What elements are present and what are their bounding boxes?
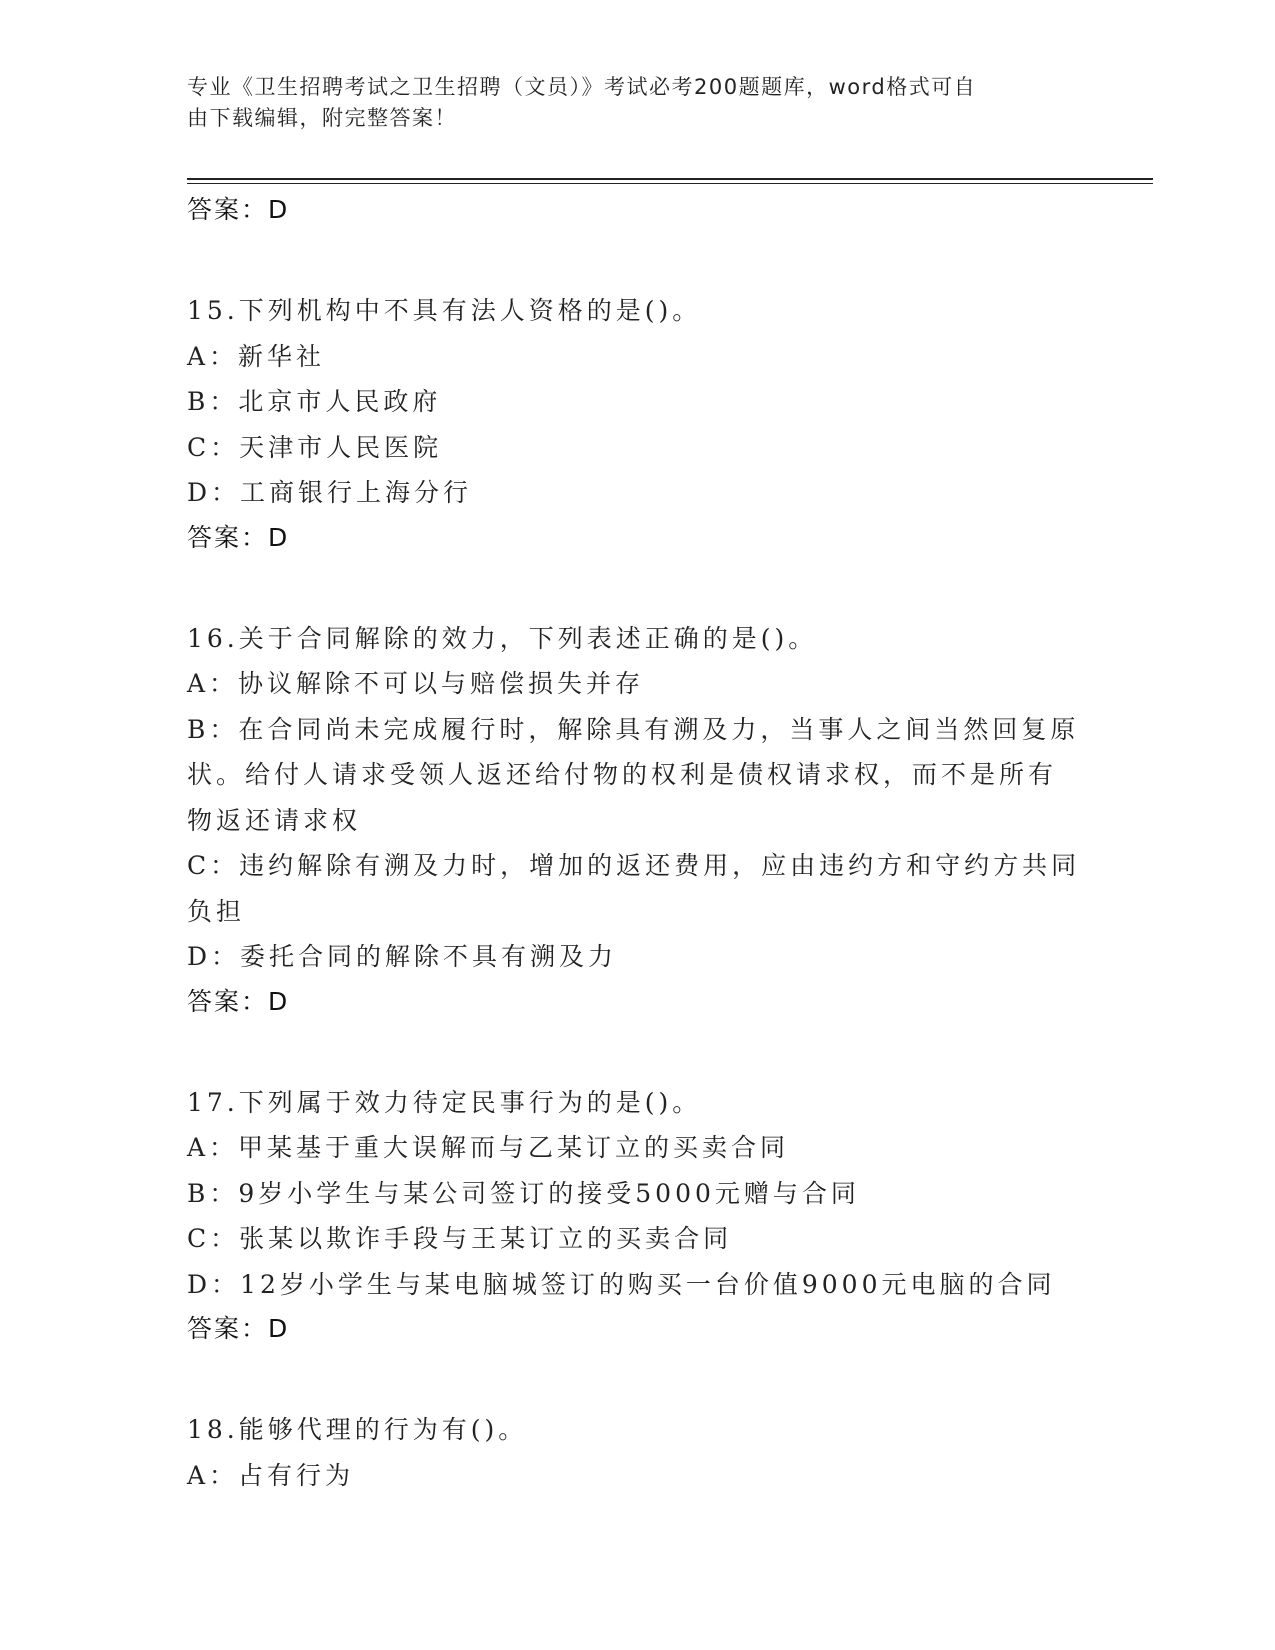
answer-line: 答案：D xyxy=(187,986,290,1016)
option-c: C：天津市人民医院 xyxy=(187,432,443,462)
option-b: B：在合同尚未完成履行时，解除具有溯及力，当事人之间当然回复原 xyxy=(187,714,1080,744)
question-stem: 16.关于合同解除的效力，下列表述正确的是()。 xyxy=(187,623,818,653)
header-rule-thick xyxy=(187,178,1153,180)
question-stem: 15.下列机构中不具有法人资格的是()。 xyxy=(187,296,702,325)
answer-line: 答案：D xyxy=(187,1314,290,1343)
option-c-continued: 负担 xyxy=(187,896,246,926)
question-18 xyxy=(187,1407,1087,1498)
header-line-1: 专业《卫生招聘考试之卫生招聘（文员）》考试必考200题题库，word格式可自 xyxy=(187,75,977,99)
question-17 xyxy=(187,1080,1087,1352)
header-line-2: 由下载编辑，附完整答案！ xyxy=(187,106,457,130)
page-header xyxy=(187,72,1067,134)
option-d: D：工商银行上海分行 xyxy=(187,478,473,507)
option-b: B：北京市人民政府 xyxy=(187,387,442,416)
option-c: C：张某以欺诈手段与王某订立的买卖合同 xyxy=(187,1224,733,1253)
option-a: A：占有行为 xyxy=(187,1460,355,1490)
option-a: A：新华社 xyxy=(187,341,326,371)
question-list xyxy=(187,188,1087,1498)
question-15 xyxy=(187,288,1087,560)
header-rule-thin xyxy=(187,183,1153,184)
option-a: A：协议解除不可以与赔偿损失并存 xyxy=(187,669,645,698)
option-b-continued: 状。给付人请求受领人返还给付物的权利是债权请求权，而不是所有 xyxy=(187,760,1058,789)
previous-answer: 答案：D xyxy=(187,195,290,224)
spacer xyxy=(187,1024,1087,1080)
option-b-continued: 物返还请求权 xyxy=(187,805,362,835)
spacer xyxy=(187,1351,1087,1407)
option-d: D：12岁小学生与某电脑城签订的购买一台价值9000元电脑的合同 xyxy=(187,1269,1056,1299)
answer-line: 答案：D xyxy=(187,522,290,552)
question-16 xyxy=(187,616,1087,1024)
question-stem: 17.下列属于效力待定民事行为的是()。 xyxy=(187,1087,702,1117)
option-d: D：委托合同的解除不具有溯及力 xyxy=(187,942,618,971)
option-b: B：9岁小学生与某公司签订的接受5000元赠与合同 xyxy=(187,1178,860,1208)
option-a: A：甲某基于重大误解而与乙某订立的买卖合同 xyxy=(187,1133,790,1162)
question-stem: 18.能够代理的行为有()。 xyxy=(187,1415,528,1444)
option-c: C：违约解除有溯及力时，增加的返还费用，应由违约方和守约方共同 xyxy=(187,851,1081,880)
spacer xyxy=(187,232,1087,288)
spacer xyxy=(187,560,1087,616)
